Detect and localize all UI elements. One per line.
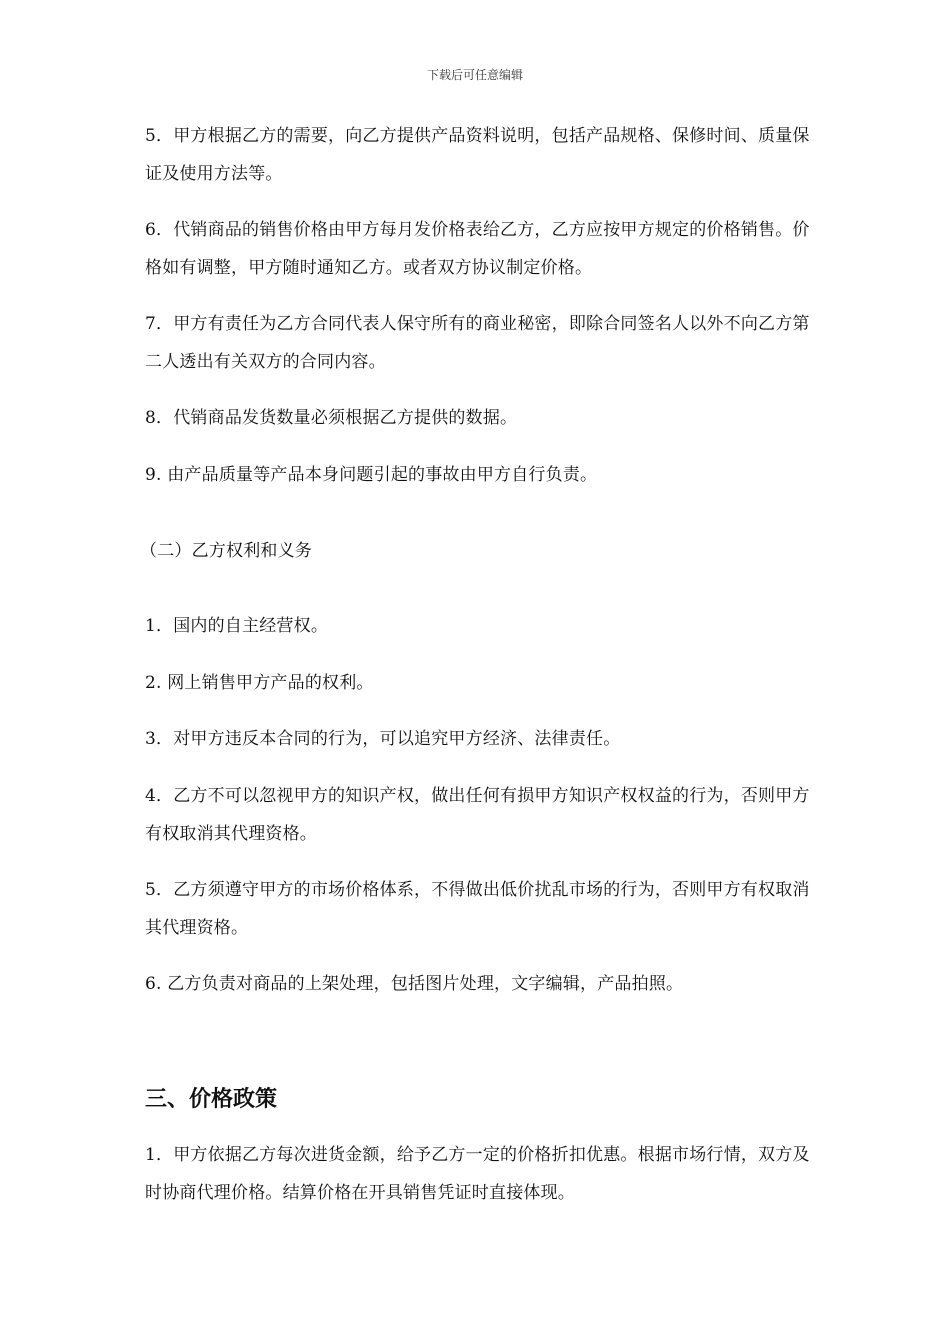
clause-a-6: 6．代销商品的销售价格由甲方每月发价格表给乙方，乙方应按甲方规定的价格销售。价格如有调整，甲方随时通知乙方。或者双方协议制定价格。: [145, 220, 810, 278]
clause-b-1: 1．国内的自主经营权。: [145, 616, 329, 636]
clause-c-1: 1．甲方依据乙方每次进货金额，给予乙方一定的价格折扣优惠。根据市场行情，双方及时协商代理价格。结算价格在开具销售凭证时直接体现。: [145, 1145, 810, 1203]
section-c-heading: 三、价格政策: [145, 1087, 278, 1112]
section-b-heading: （二）乙方权利和义务: [140, 541, 312, 561]
clause-b-4: 4．乙方不可以忽视甲方的知识产权，做出任何有损甲方知识产权权益的行为，否则甲方有权取消其代理资格。: [145, 786, 810, 844]
clause-a-9: 9. 由产品质量等产品本身问题引起的事故由甲方自行负责。: [145, 465, 598, 485]
clause-a-8: 8．代销商品发货数量必须根据乙方提供的数据。: [145, 408, 518, 428]
clause-b-2: 2. 网上销售甲方产品的权利。: [145, 673, 374, 693]
clause-b-6: 6. 乙方负责对商品的上架处理，包括图片处理，文字编辑，产品拍照。: [145, 974, 684, 994]
clause-b-3: 3．对甲方违反本合同的行为，可以追究甲方经济、法律责任。: [145, 729, 621, 749]
clause-a-5: 5．甲方根据乙方的需要，向乙方提供产品资料说明，包括产品规格、保修时间、质量保证及使用方法等。: [145, 126, 810, 184]
clause-b-5: 5．乙方须遵守甲方的市场价格体系，不得做出低价扰乱市场的行为，否则甲方有权取消其代理资格。: [145, 880, 810, 938]
clause-a-7: 7．甲方有责任为乙方合同代表人保守所有的商业秘密，即除合同签名人以外不向乙方第二人透出有关双方的合同内容。: [145, 314, 810, 372]
page-header: 下载后可任意编辑: [426, 68, 523, 82]
